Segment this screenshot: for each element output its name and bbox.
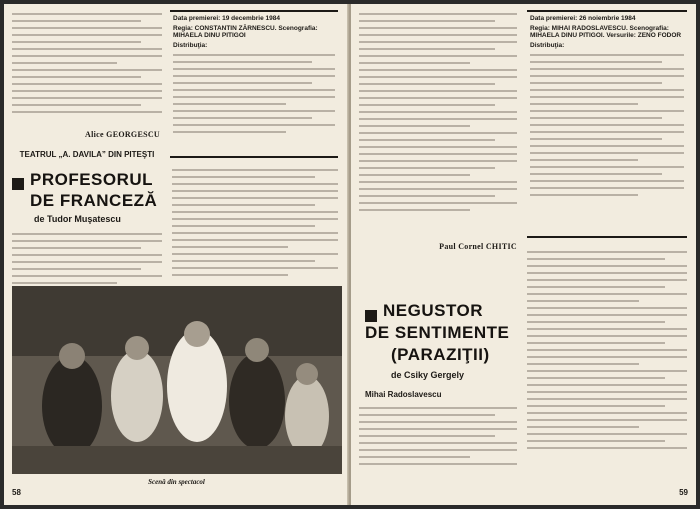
credits-box-left	[170, 10, 338, 158]
article-title-right-line-2: DE SENTIMENTE	[365, 323, 510, 342]
article-title-right-line-1: NEGUSTOR	[383, 301, 484, 320]
cast-credit-right: Distribuţia:	[530, 42, 565, 49]
photo-caption: Scenă din spectacol	[148, 478, 205, 486]
article-title-line-1: PROFESORUL	[30, 170, 154, 189]
review-signature: Paul Cornel CHITIC	[439, 242, 517, 251]
page-number-right: 59	[679, 488, 688, 497]
article-title-line-2: DE FRANCEZĂ	[30, 191, 158, 210]
footer-author: Mihai Radoslavescu	[365, 390, 442, 399]
director-credit-right: Regia: MIHAI RADOSLAVESCU. Scenografia: MIHAELA DINU PITIGOI. Versurile: ZENO FODOR	[530, 25, 682, 39]
headline-bullet-right	[365, 310, 377, 322]
review-column	[359, 8, 517, 240]
article-text-right-column	[527, 246, 687, 486]
magazine-spread	[4, 4, 696, 505]
article-byline-right: de Csiky Gergely	[391, 370, 465, 380]
premiere-date: Data premierei: 19 decembrie 1984	[173, 15, 280, 22]
intro-signature: Alice GEORGESCU	[85, 130, 160, 139]
director-credit: Regia: CONSTANTIN ZĂRNESCU. Scenografia: MIHAELA DINU PITIGOI	[173, 25, 318, 39]
stage-photo	[12, 286, 342, 474]
article-byline: de Tudor Muşatescu	[34, 214, 121, 224]
cast-credit: Distribuţia:	[173, 42, 208, 49]
article-text-left	[12, 228, 162, 284]
page-number-left: 58	[12, 488, 21, 497]
left-page	[4, 4, 349, 505]
credits-box-right	[527, 10, 687, 238]
headline-bullet	[12, 178, 24, 190]
article-title-right-line-3: (PARAZIŢII)	[391, 345, 490, 364]
article-text-right-left	[359, 402, 517, 486]
right-page	[351, 4, 696, 505]
article-text-right	[172, 164, 338, 284]
left-intro-column	[12, 8, 162, 126]
section-kicker: TEATRUL „A. DAVILA” DIN PITEŞTI	[19, 150, 155, 159]
premiere-date-right: Data premierei: 26 noiembrie 1984	[530, 15, 636, 22]
